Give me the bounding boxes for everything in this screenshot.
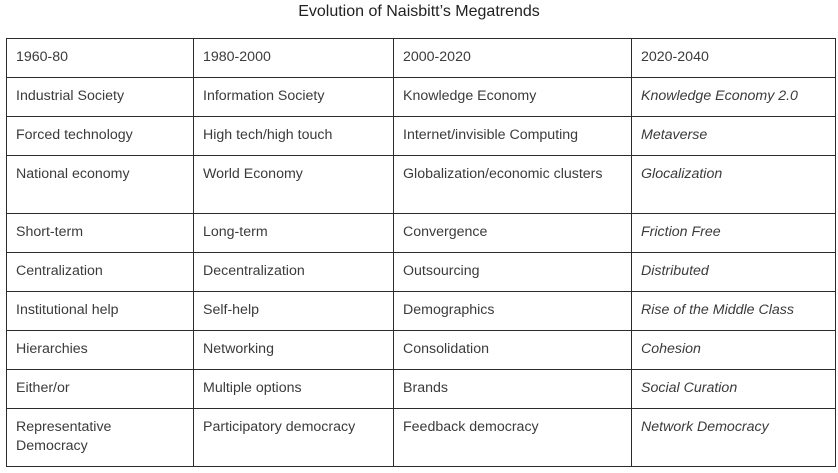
- table-cell: Centralization: [7, 253, 194, 292]
- table-cell: World Economy: [194, 156, 394, 214]
- table-cell: Feedback democracy: [394, 409, 632, 467]
- table-cell: Glocalization: [632, 156, 836, 214]
- table-cell: Knowledge Economy 2.0: [632, 78, 836, 117]
- table-cell: Multiple options: [194, 370, 394, 409]
- table-cell: Decentralization: [194, 253, 394, 292]
- table-cell: Demographics: [394, 292, 632, 331]
- table-cell: Friction Free: [632, 214, 836, 253]
- table-row: [7, 409, 836, 467]
- table-cell: Either/or: [7, 370, 194, 409]
- table-row: [7, 331, 836, 370]
- table-row: [7, 78, 836, 117]
- table-cell: Cohesion: [632, 331, 836, 370]
- table-cell: Convergence: [394, 214, 632, 253]
- header-cell-1960-80: 1960-80: [7, 39, 194, 78]
- table-cell: Social Curation: [632, 370, 836, 409]
- table-cell: Metaverse: [632, 117, 836, 156]
- table-cell: Brands: [394, 370, 632, 409]
- table-cell: Short-term: [7, 214, 194, 253]
- table-cell: Institutional help: [7, 292, 194, 331]
- header-row: [7, 39, 836, 78]
- table-cell: Hierarchies: [7, 331, 194, 370]
- table-row: [7, 370, 836, 409]
- table-row: [7, 214, 836, 253]
- table-cell: National economy: [7, 156, 194, 214]
- table-cell: Consolidation: [394, 331, 632, 370]
- table-cell: Knowledge Economy: [394, 78, 632, 117]
- table-cell: Participatory democracy: [194, 409, 394, 467]
- table-cell: Networking: [194, 331, 394, 370]
- table-cell: Long-term: [194, 214, 394, 253]
- table-cell: Globalization/economic clusters: [394, 156, 632, 214]
- table-row: [7, 253, 836, 292]
- table-cell: High tech/high touch: [194, 117, 394, 156]
- document-title: Evolution of Naisbitt’s Megatrends: [298, 3, 540, 20]
- table-cell: Distributed: [632, 253, 836, 292]
- table-cell: Internet/invisible Computing: [394, 117, 632, 156]
- header-cell-1980-2000: 1980-2000: [194, 39, 394, 78]
- table-cell: Forced technology: [7, 117, 194, 156]
- table-cell: Self-help: [194, 292, 394, 331]
- table-row: [7, 292, 836, 331]
- table-cell: Outsourcing: [394, 253, 632, 292]
- header-cell-2020-2040: 2020-2040: [632, 39, 836, 78]
- table-cell: Rise of the Middle Class: [632, 292, 836, 331]
- table-cell: Representative Democracy: [7, 409, 194, 467]
- table-cell: Network Democracy: [632, 409, 836, 467]
- header-cell-2000-2020: 2000-2020: [394, 39, 632, 78]
- table-row: [7, 117, 836, 156]
- table-cell: Industrial Society: [7, 78, 194, 117]
- table-row: [7, 156, 836, 214]
- megatrends-table: [6, 38, 836, 467]
- table-cell: Information Society: [194, 78, 394, 117]
